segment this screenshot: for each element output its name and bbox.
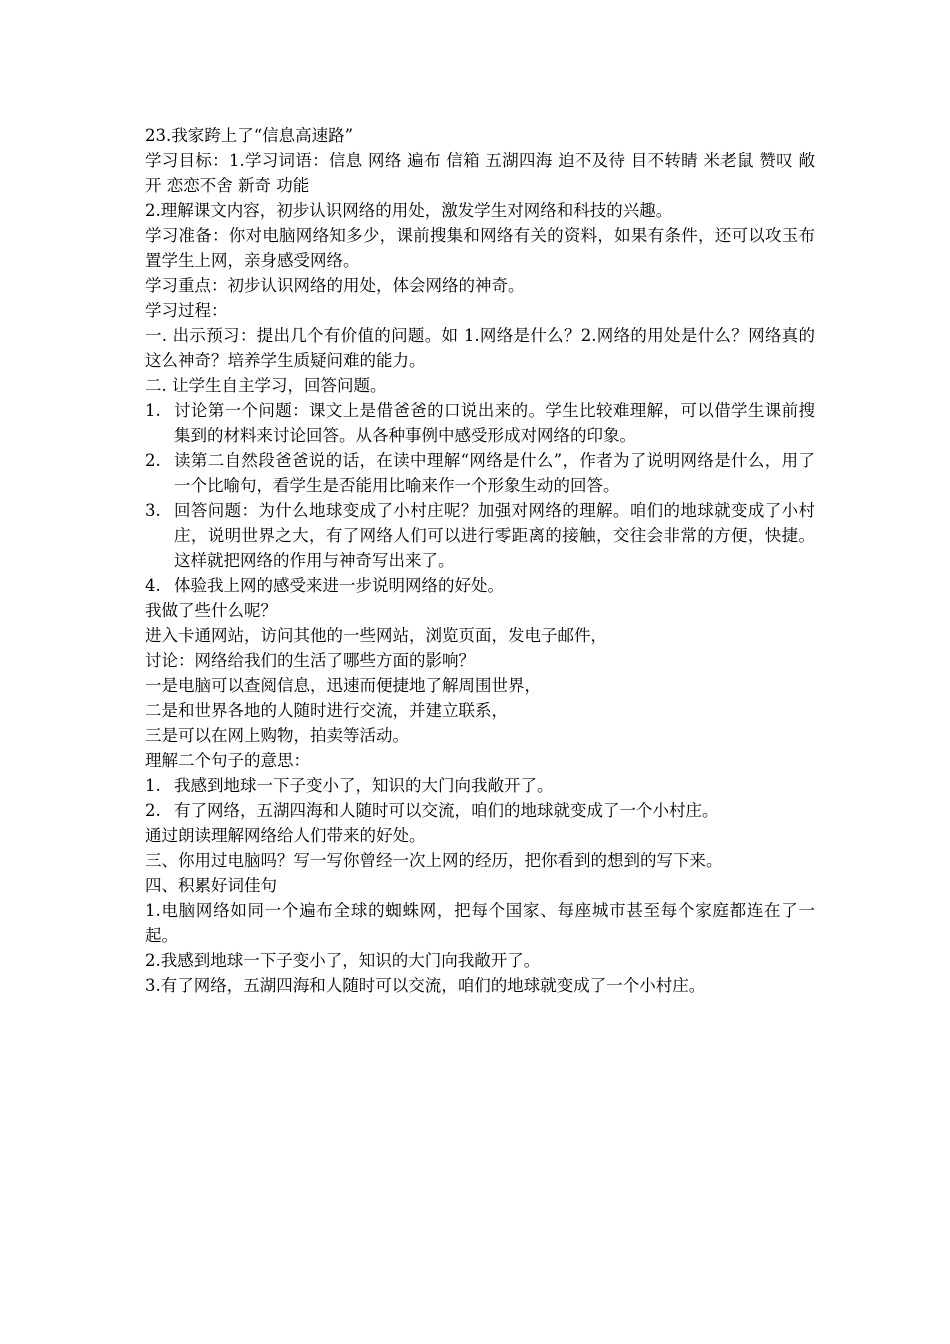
list-number: 2. <box>145 801 161 820</box>
good-sentence-2: 2.我感到地球一下子变小了，知识的大门向我敞开了。 <box>145 951 541 970</box>
good-sentence-1: 1.电脑网络如同一个遍布全球的蜘蛛网，把每个国家、每座城市甚至每个家庭都连在了一起。 <box>145 901 815 945</box>
discussion-list <box>145 398 815 598</box>
list-item <box>145 398 815 448</box>
list-item <box>145 773 815 798</box>
effect-2: 二是和世界各地的人随时进行交流，并建立联系， <box>145 701 508 720</box>
effect-3: 三是可以在网上购物，拍卖等活动。 <box>145 726 409 745</box>
list-text: 我感到地球一下子变小了，知识的大门向我敞开了。 <box>174 776 554 795</box>
step-2: 二. 让学生自主学习，回答问题。 <box>145 376 387 395</box>
list-number: 1. <box>145 401 161 420</box>
list-number: 2. <box>145 451 161 470</box>
list-item <box>145 798 815 823</box>
effect-1: 一是电脑可以查阅信息，迅速而便捷地了解周围世界， <box>145 676 541 695</box>
learning-goals: 学习目标：1.学习词语：信息 网络 遍布 信箱 五湖四海 迫不及待 目不转睛 米老鼠 赞叹 敞开 恋恋不舍 新奇 功能 <box>145 151 815 195</box>
step-4: 四、积累好词佳句 <box>145 876 277 895</box>
reading-note: 通过朗读理解网络给人们带来的好处。 <box>145 826 426 845</box>
list-text: 回答问题：为什么地球变成了小村庄呢？加强对网络的理解。咱们的地球就变成了小村庄，说明世界之大，有了网络人们可以进行零距离的接触，交往会非常的方便，快捷。这样就把网络的作用与神奇写出来了。 <box>174 501 815 570</box>
list-number: 1. <box>145 776 161 795</box>
activities: 进入卡通网站，访问其他的一些网站，浏览页面，发电子邮件， <box>145 626 607 645</box>
list-number: 3. <box>145 501 161 520</box>
list-item <box>145 498 815 573</box>
learning-process-heading: 学习过程： <box>145 301 228 320</box>
list-text: 体验我上网的感受来进一步说明网络的好处。 <box>174 576 504 595</box>
what-did-i-do: 我做了些什么呢？ <box>145 601 277 620</box>
document-title: 23.我家跨上了“信息高速路” <box>145 126 354 145</box>
learning-focus: 学习重点：初步认识网络的用处，体会网络的神奇。 <box>145 276 525 295</box>
list-item <box>145 448 815 498</box>
good-sentence-3: 3.有了网络，五湖四海和人随时可以交流，咱们的地球就变成了一个小村庄。 <box>145 976 706 995</box>
list-text: 读第二自然段爸爸说的话，在读中理解“网络是什么”，作者为了说明网络是什么，用了一个比喻句，看学生是否能用比喻来作一个形象生动的回答。 <box>174 451 815 495</box>
step-1: 一. 出示预习：提出几个有价值的问题。如 1.网络是什么？2.网络的用处是什么？网络真的这么神奇？培养学生质疑问难的能力。 <box>145 326 815 370</box>
document-body <box>145 123 815 998</box>
understand-heading: 理解二个句子的意思： <box>145 751 310 770</box>
learning-preparation: 学习准备：你对电脑网络知多少，课前搜集和网络有关的资料，如果有条件，还可以攻玉布置学生上网，亲身感受网络。 <box>145 226 815 270</box>
learning-goal-2: 2.理解课文内容，初步认识网络的用处，激发学生对网络和科技的兴趣。 <box>145 201 673 220</box>
list-item <box>145 573 815 598</box>
list-text: 有了网络，五湖四海和人随时可以交流，咱们的地球就变成了一个小村庄。 <box>174 801 719 820</box>
discussion-question: 讨论：网络给我们的生活了哪些方面的影响？ <box>145 651 475 670</box>
list-number: 4. <box>145 576 161 595</box>
sentence-list <box>145 773 815 823</box>
list-text: 讨论第一个问题：课文上是借爸爸的口说出来的。学生比较难理解，可以借学生课前搜集到的材料来讨论回答。从各种事例中感受形成对网络的印象。 <box>174 401 815 445</box>
step-3: 三、你用过电脑吗？写一写你曾经一次上网的经历，把你看到的想到的写下来。 <box>145 851 723 870</box>
